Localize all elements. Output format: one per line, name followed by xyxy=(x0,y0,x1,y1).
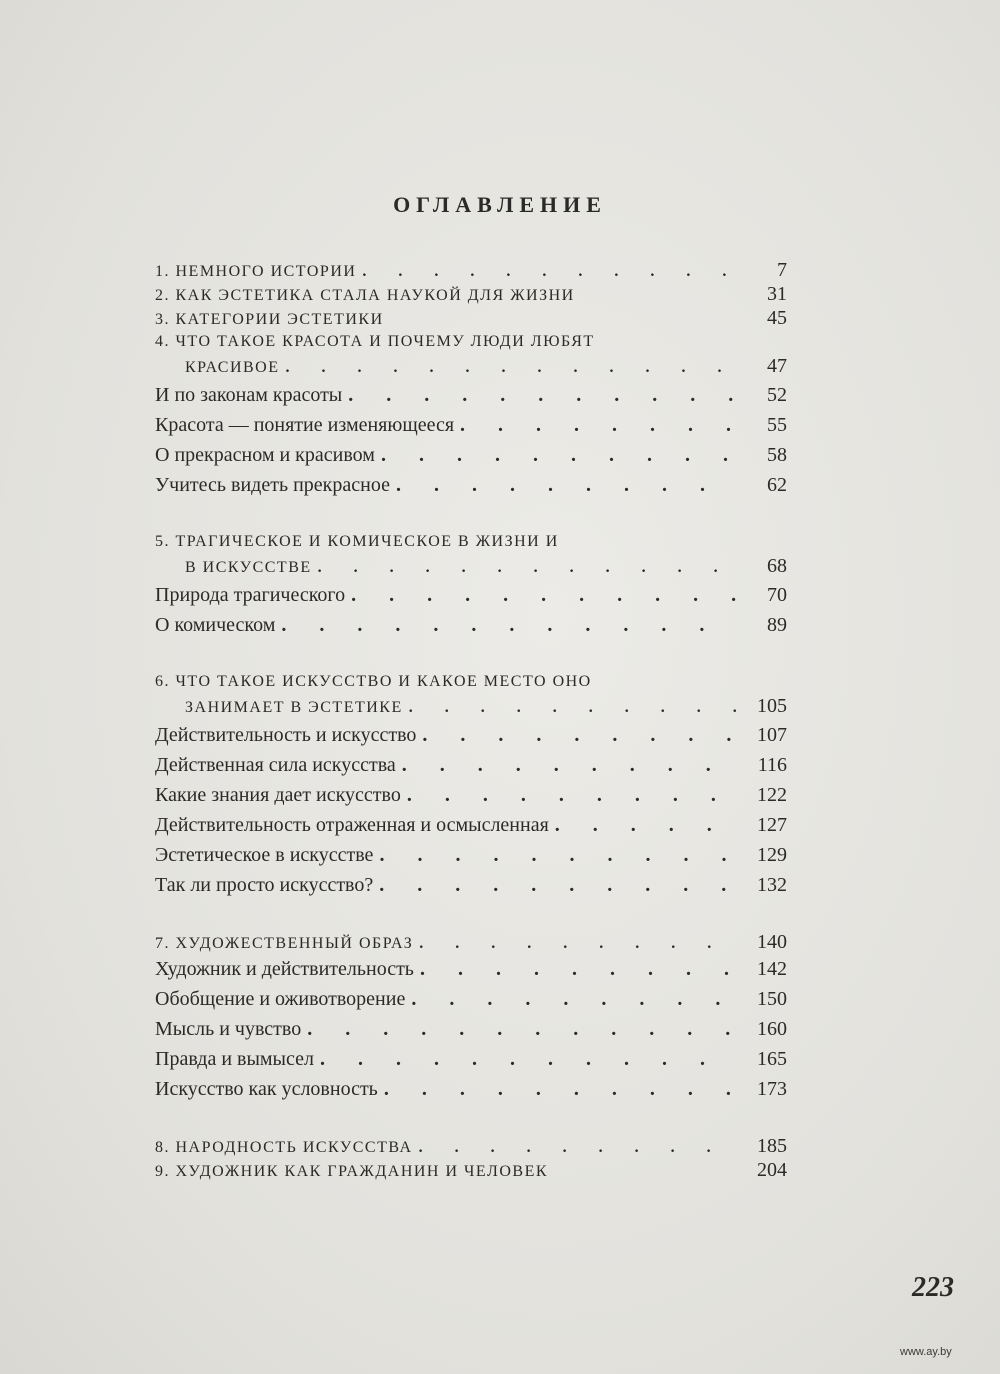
toc-entry-label-continued: ЗАНИМАЕТ В ЭСТЕТИКЕ xyxy=(185,699,403,716)
toc-entry xyxy=(155,1074,787,1104)
toc-entry-page: 129 xyxy=(757,844,787,866)
toc-entry xyxy=(155,306,787,330)
toc-entry xyxy=(155,984,787,1014)
toc-entry xyxy=(155,954,787,984)
toc-section xyxy=(155,1134,787,1182)
toc-entry-page: 165 xyxy=(757,1048,787,1070)
toc-entry-label: И по законам красоты xyxy=(155,384,343,406)
toc-entry xyxy=(155,810,787,840)
toc-entry-page: 127 xyxy=(757,814,787,836)
toc-entry-page: 62 xyxy=(767,474,787,496)
toc-entry-label: Природа трагического xyxy=(155,584,346,606)
toc-entry-page: 31 xyxy=(767,283,787,305)
toc-entry-page: 45 xyxy=(767,307,787,329)
toc-entry xyxy=(155,930,787,954)
toc-entry-label: Действенная сила искусства xyxy=(155,754,396,776)
toc-entry-page: 89 xyxy=(767,614,787,636)
toc-entry-label: Действительность и искусство xyxy=(155,724,417,746)
dot-leader xyxy=(318,556,737,580)
toc-section xyxy=(155,530,787,640)
toc-entry-page: 185 xyxy=(757,1135,787,1157)
toc-entry-page: 58 xyxy=(767,444,787,466)
dot-leader xyxy=(407,780,737,810)
toc-entry xyxy=(155,282,787,306)
toc-entry xyxy=(155,470,787,500)
toc-entry-page: 55 xyxy=(767,414,787,436)
toc-entry xyxy=(155,580,787,610)
toc-entry-page: 116 xyxy=(757,754,787,776)
toc-entry-page: 7 xyxy=(777,259,787,281)
toc-entry-label: Искусство как условность xyxy=(155,1078,378,1100)
dot-leader xyxy=(362,260,737,284)
toc-entry xyxy=(155,330,787,380)
toc-entry xyxy=(155,750,787,780)
toc-entry-label: Действительность отраженная и осмысленная xyxy=(155,814,549,836)
toc-entry-page: 140 xyxy=(757,931,787,953)
page-number: 223 xyxy=(912,1272,954,1303)
toc-entry xyxy=(155,840,787,870)
toc-entry-label: Учитесь видеть прекрасное xyxy=(155,474,390,496)
dot-leader xyxy=(286,356,737,380)
toc-entry-page: 107 xyxy=(757,724,787,746)
toc-section xyxy=(155,930,787,1104)
toc-entry xyxy=(155,440,787,470)
toc-entry xyxy=(155,1044,787,1074)
toc-entry-label: Эстетическое в искусстве xyxy=(155,844,374,866)
dot-leader xyxy=(379,870,737,900)
toc-entry xyxy=(155,780,787,810)
dot-leader xyxy=(396,470,737,500)
toc-entry-label: Мысль и чувство xyxy=(155,1018,302,1040)
toc-entry xyxy=(155,1014,787,1044)
toc-entry-label: О комическом xyxy=(155,614,276,636)
dot-leader xyxy=(384,1074,737,1104)
toc-entry xyxy=(155,720,787,750)
toc-entry xyxy=(155,410,787,440)
toc-entry-label: 9. ХУДОЖНИК КАК ГРАЖДАНИН И ЧЕЛОВЕК xyxy=(155,1163,549,1180)
dot-leader xyxy=(422,720,737,750)
toc-entry xyxy=(155,610,787,640)
watermark: www.ay.by xyxy=(900,1346,952,1358)
toc-entry-label: 3. КАТЕГОРИИ ЭСТЕТИКИ xyxy=(155,311,384,328)
dot-leader xyxy=(307,1014,737,1044)
toc-entry xyxy=(155,380,787,410)
toc-entry-label-continued: В ИСКУССТВЕ xyxy=(185,559,312,576)
toc-entry-label: Обобщение и оживотворение xyxy=(155,988,406,1010)
toc-section xyxy=(155,258,787,500)
toc-heading: ОГЛАВЛЕНИЕ xyxy=(393,192,607,217)
toc-entry-label-continued: КРАСИВОЕ xyxy=(185,359,280,376)
toc-entry-page: 122 xyxy=(757,784,787,806)
toc-entry-label: Так ли просто искусство? xyxy=(155,874,374,896)
toc-entry-label: 7. ХУДОЖЕСТВЕННЫЙ ОБРАЗ xyxy=(155,935,414,952)
toc-entry-page: 68 xyxy=(767,555,787,577)
toc-entry-label: 5. ТРАГИЧЕСКОЕ И КОМИЧЕСКОЕ В ЖИЗНИ И xyxy=(155,533,559,550)
toc-entry-page: 70 xyxy=(767,584,787,606)
toc-entry-label: 4. ЧТО ТАКОЕ КРАСОТА И ПОЧЕМУ ЛЮДИ ЛЮБЯТ xyxy=(155,333,595,350)
dot-leader xyxy=(419,1136,737,1160)
toc-entry-page: 142 xyxy=(757,958,787,980)
toc-entry-page: 52 xyxy=(767,384,787,406)
dot-leader xyxy=(409,696,737,720)
toc-entry xyxy=(155,670,787,720)
dot-leader xyxy=(281,610,737,640)
dot-leader xyxy=(320,1044,737,1074)
toc-entry-page: 105 xyxy=(757,695,787,717)
dot-leader xyxy=(348,380,737,410)
toc-entry-label: 2. КАК ЭСТЕТИКА СТАЛА НАУКОЙ ДЛЯ ЖИЗНИ xyxy=(155,287,575,304)
toc-entry-label: Какие знания дает искусство xyxy=(155,784,401,806)
toc-entry-page: 150 xyxy=(757,988,787,1010)
dot-leader xyxy=(420,954,737,984)
toc-entry-label: О прекрасном и красивом xyxy=(155,444,375,466)
dot-leader xyxy=(402,750,737,780)
toc-entry-label: Красота — понятие изменяющееся xyxy=(155,414,455,436)
dot-leader xyxy=(460,410,737,440)
toc-entry-label: 6. ЧТО ТАКОЕ ИСКУССТВО И КАКОЕ МЕСТО ОНО xyxy=(155,673,592,690)
dot-leader xyxy=(381,440,737,470)
toc-entry-label: Художник и действительность xyxy=(155,958,414,980)
dot-leader xyxy=(379,840,737,870)
toc-section xyxy=(155,670,787,900)
toc-entry xyxy=(155,1158,787,1182)
toc-entry xyxy=(155,1134,787,1158)
toc-entry-label: 1. НЕМНОГО ИСТОРИИ xyxy=(155,263,357,280)
dot-leader xyxy=(555,810,737,840)
dot-leader xyxy=(411,984,737,1014)
toc-entry-page: 160 xyxy=(757,1018,787,1040)
table-of-contents xyxy=(155,258,787,1212)
toc-entry xyxy=(155,258,787,282)
dot-leader xyxy=(419,932,737,956)
toc-entry-page: 132 xyxy=(757,874,787,896)
dot-leader xyxy=(351,580,737,610)
toc-entry-page: 173 xyxy=(757,1078,787,1100)
toc-entry xyxy=(155,870,787,900)
toc-entry-page: 47 xyxy=(767,355,787,377)
toc-entry-label: Правда и вымысел xyxy=(155,1048,314,1070)
toc-entry-label: 8. НАРОДНОСТЬ ИСКУССТВА xyxy=(155,1139,413,1156)
toc-entry-page: 204 xyxy=(757,1159,787,1181)
toc-entry xyxy=(155,530,787,580)
